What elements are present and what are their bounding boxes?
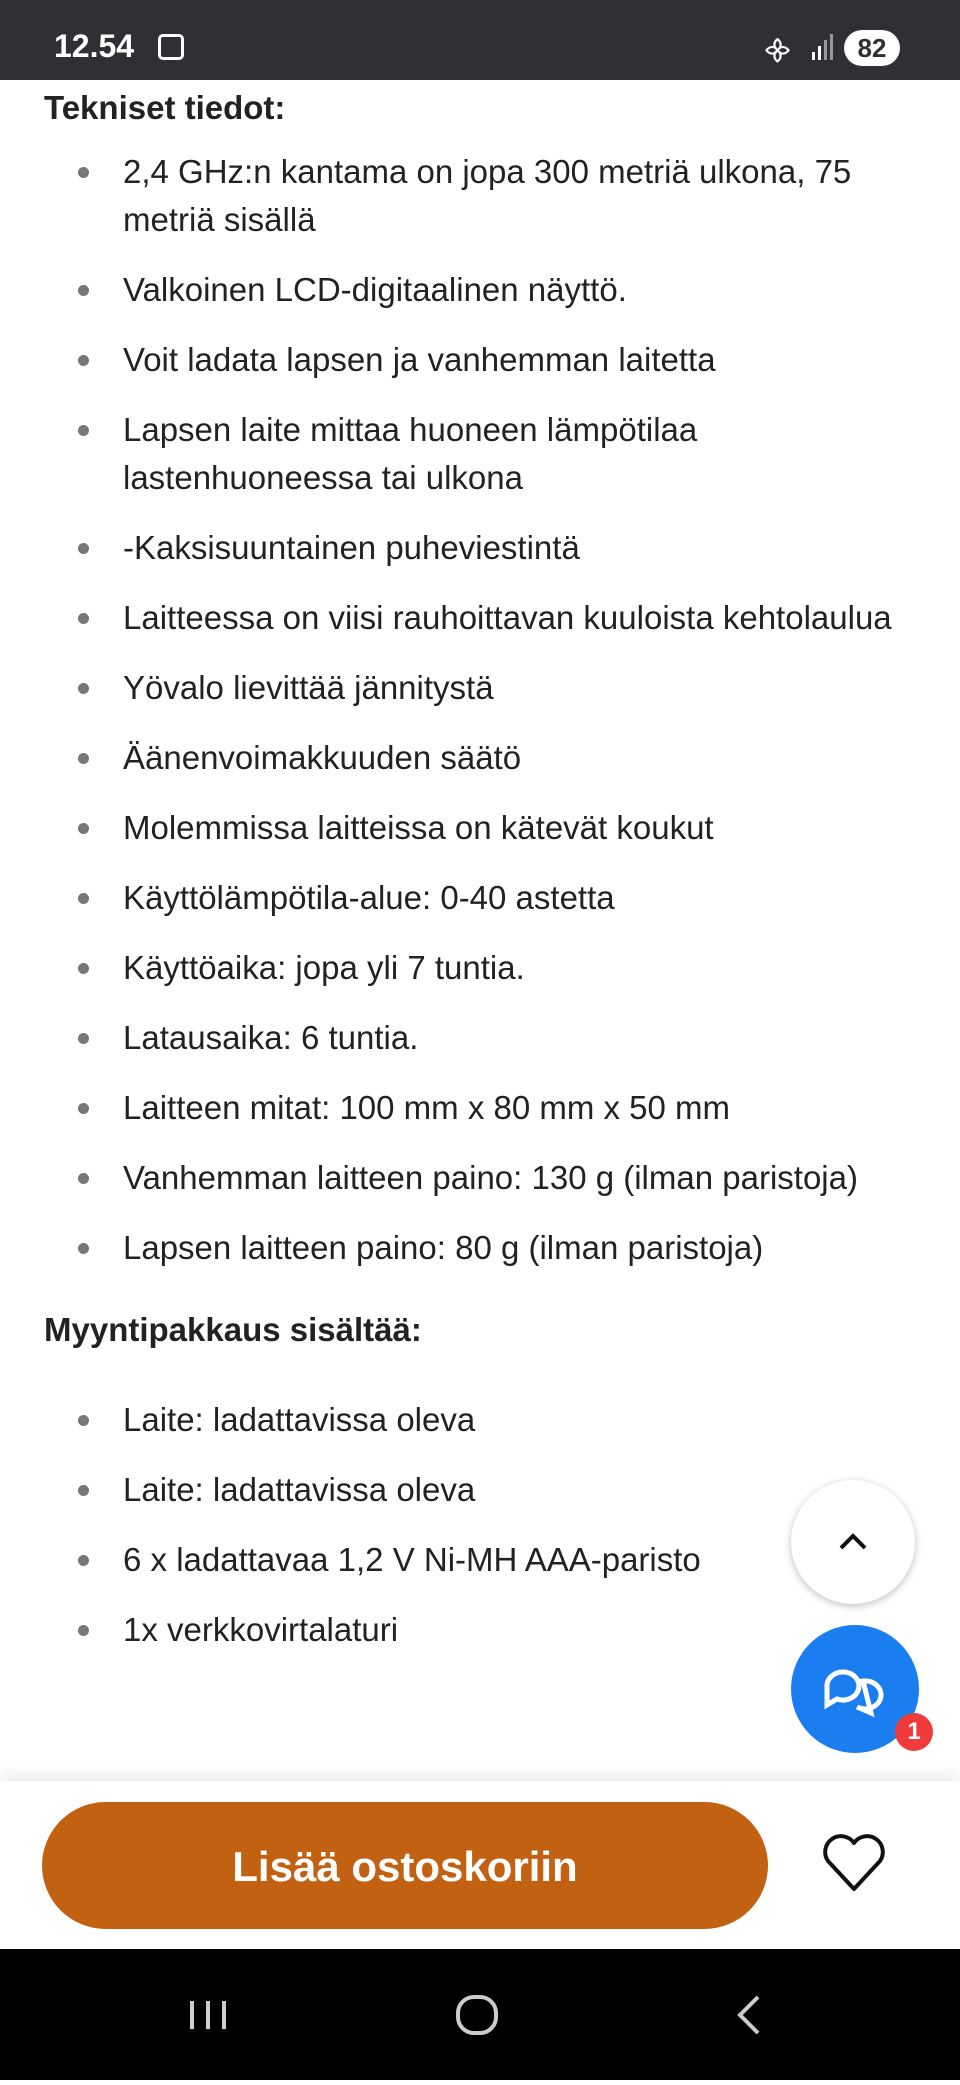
list-item: -Kaksisuuntainen puheviestintä bbox=[0, 524, 960, 572]
list-item: 6 x ladattavaa 1,2 V Ni-MH AAA-paristo bbox=[0, 1536, 960, 1584]
list-item: Voit ladata lapsen ja vanhemman laitetta bbox=[0, 336, 960, 384]
wishlist-heart-icon[interactable] bbox=[820, 1831, 888, 1895]
add-to-cart-button[interactable]: Lisää ostoskoriin bbox=[42, 1802, 768, 1929]
bottom-action-bar bbox=[0, 1781, 960, 1949]
list-item: Käyttölämpötila-alue: 0-40 astetta bbox=[0, 874, 960, 922]
specs-heading: Tekniset tiedot: bbox=[44, 89, 286, 126]
wifi-icon: ᯽ bbox=[762, 34, 793, 65]
package-heading: Myyntipakkaus sisältää: bbox=[44, 1311, 422, 1348]
status-bar bbox=[0, 0, 960, 80]
list-item: Vanhemman laitteen paino: 130 g (ilman paristoja) bbox=[0, 1154, 960, 1202]
list-item: Molemmissa laitteissa on kätevät koukut bbox=[0, 804, 960, 852]
scroll-to-top-button[interactable] bbox=[791, 1480, 915, 1604]
list-item: 2,4 GHz:n kantama on jopa 300 metriä ulkona, 75 metriä sisällä bbox=[0, 148, 960, 244]
list-item: Laite: ladattavissa oleva bbox=[0, 1396, 960, 1444]
list-item: 1x verkkovirtalaturi bbox=[0, 1606, 960, 1654]
list-item: Lapsen laitteen paino: 80 g (ilman paristoja) bbox=[0, 1224, 960, 1272]
battery-indicator: 82 bbox=[844, 30, 900, 66]
list-item: Laitteessa on viisi rauhoittavan kuuloista kehtolaulua bbox=[0, 594, 960, 642]
status-time: 12.54 bbox=[54, 28, 135, 64]
list-item: Lapsen laite mittaa huoneen lämpötilaa lastenhuoneessa tai ulkona bbox=[0, 406, 960, 502]
list-item: Latausaika: 6 tuntia. bbox=[0, 1014, 960, 1062]
chevron-up-icon bbox=[791, 1480, 915, 1604]
list-item: Käyttöaika: jopa yli 7 tuntia. bbox=[0, 944, 960, 992]
signal-icon bbox=[812, 34, 833, 60]
back-icon[interactable] bbox=[740, 1997, 758, 2033]
list-item: Laitteen mitat: 100 mm x 80 mm x 50 mm bbox=[0, 1084, 960, 1132]
chat-notification-badge: 1 bbox=[895, 1713, 933, 1751]
screenshot-icon bbox=[158, 34, 184, 60]
specs-list bbox=[0, 148, 960, 1272]
home-icon[interactable] bbox=[458, 1997, 496, 2033]
list-item: Äänenvoimakkuuden säätö bbox=[0, 734, 960, 782]
list-item: Yövalo lievittää jännitystä bbox=[0, 664, 960, 712]
system-nav-bar bbox=[0, 1949, 960, 2080]
list-item: Valkoinen LCD-digitaalinen näyttö. bbox=[0, 266, 960, 314]
recent-apps-icon[interactable] bbox=[192, 2001, 224, 2029]
list-item: Laite: ladattavissa oleva bbox=[0, 1466, 960, 1514]
